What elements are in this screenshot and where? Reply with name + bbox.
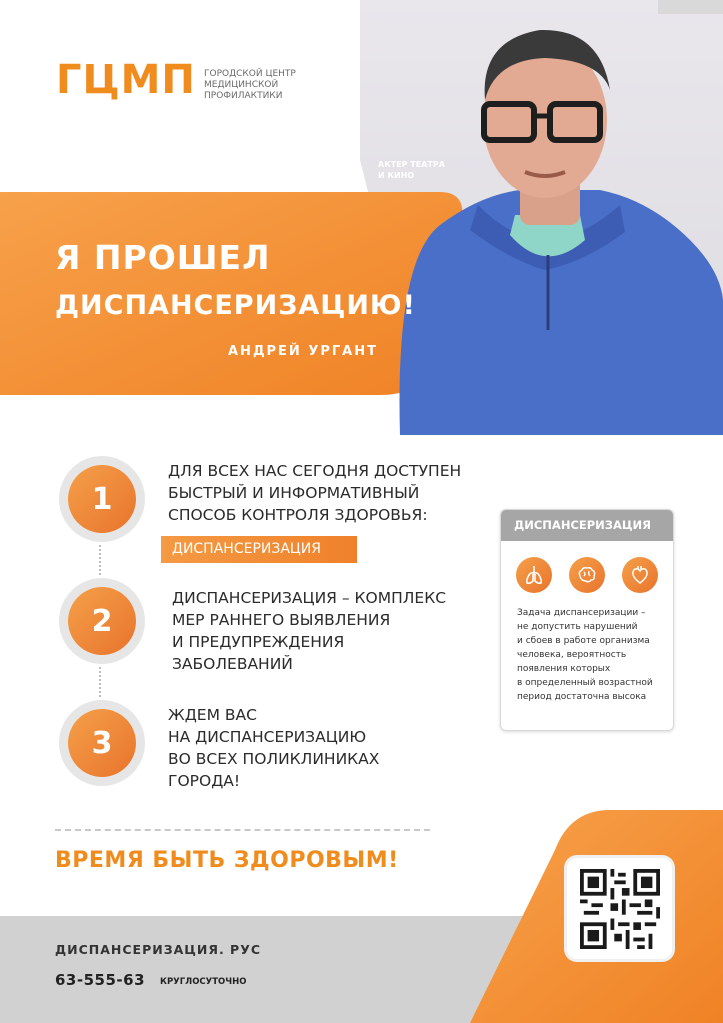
brain-icon [569,557,605,593]
author-name: АНДРЕЙ УРГАНТ [228,344,378,359]
step-1-text: ДЛЯ ВСЕХ НАС СЕГОДНЯ ДОСТУПЕН БЫСТРЫЙ И ИНФОРМАТИВНЫЙ СПОСОБ КОНТРОЛЯ ЗДОРОВЬЯ: [168,462,462,524]
actor-photo [360,0,723,435]
qr-code [567,858,672,959]
website: ДИСПАНСЕРИЗАЦИЯ. РУС [55,942,262,957]
phone-number: 63-555-63 [55,971,146,989]
step-3-badge: 3 [59,700,145,786]
step-1-badge: 1 [59,456,145,542]
phone-note: КРУГЛОСУТОЧНО [160,977,247,987]
step-2-text: ДИСПАНСЕРИЗАЦИЯ – КОМПЛЕКС МЕР РАННЕГО ВЫЯВЛЕНИЯ И ПРЕДУПРЕЖДЕНИЯ ЗАБОЛЕВАНИЙ [172,589,447,673]
info-card-text: Задача диспансеризации – не допустить нарушений и сбоев в работе организма человека, вероятность появления которых в определенный возрастной период достаточна высока [517,608,653,702]
headline-line-1: Я ПРОШЕЛ [55,238,271,277]
lungs-icon [516,557,552,593]
headline-line-2: ДИСПАНСЕРИЗАЦИЮ! [55,290,416,321]
step-connector [99,667,103,697]
info-card-title: ДИСПАНСЕРИЗАЦИЯ [501,510,673,541]
logo: ГЦМП [56,57,196,103]
divider [55,829,430,831]
qr-code-icon [580,869,660,949]
org-name: ГОРОДСКОЙ ЦЕНТР МЕДИЦИНСКОЙ ПРОФИЛАКТИКИ [204,69,296,101]
actor-caption: АКТЕР ТЕАТРА И КИНО [378,160,445,180]
dispanserization-tag: ДИСПАНСЕРИЗАЦИЯ [161,536,357,563]
step-3-text: ЖДЕМ ВАС НА ДИСПАНСЕРИЗАЦИЮ ВО ВСЕХ ПОЛИКЛИНИКАХ ГОРОДА! [168,706,380,790]
step-connector [99,545,103,575]
heart-icon [622,557,658,593]
slogan: ВРЕМЯ БЫТЬ ЗДОРОВЫМ! [55,848,399,873]
info-card [500,509,674,731]
step-2-badge: 2 [59,578,145,664]
corner-tab [658,0,723,14]
info-card-icons [501,557,673,593]
